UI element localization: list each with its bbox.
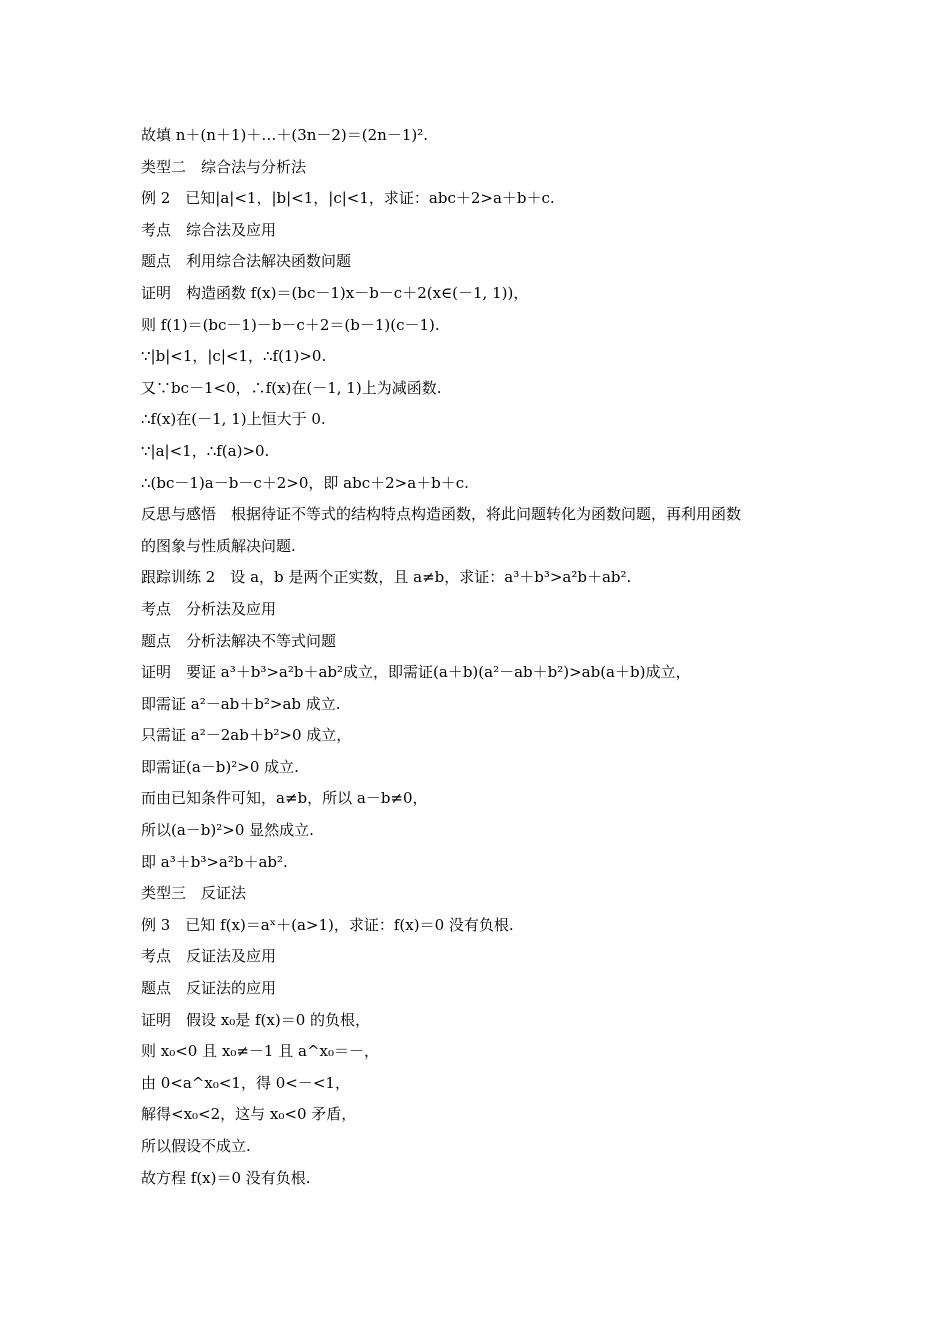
proof-line: 所以(a－b)²>0 显然成立.: [141, 821, 314, 840]
text-line: 考点 综合法及应用: [141, 220, 277, 239]
proof-line: 故方程 f(x)＝0 没有负根.: [141, 1168, 311, 1187]
proof-line: ∵|a|<1，∴f(a)>0.: [141, 441, 270, 460]
reflection-line: 的图象与性质解决问题.: [141, 536, 296, 555]
text-line: 考点 反证法及应用: [141, 947, 277, 966]
text-line: 故填 n＋(n＋1)＋…＋(3n－2)＝(2n－1)².: [141, 126, 429, 144]
proof-line: 又∵bc－1<0，∴f(x)在(－1, 1)上为减函数.: [141, 378, 442, 397]
reflection-line: 反思与感悟 根据待证不等式的结构特点构造函数，将此问题转化为函数问题，再利用函数: [141, 505, 742, 524]
section-heading: 类型三 反证法: [141, 884, 247, 903]
proof-line: 解得<x₀<2，这与 x₀<0 矛盾，: [141, 1105, 357, 1124]
text-line: 题点 反证法的应用: [141, 979, 277, 998]
proof-line: 而由已知条件可知，a≠b，所以 a－b≠0，: [141, 789, 428, 808]
proof-line: ∵|b|<1，|c|<1，∴f(1)>0.: [141, 347, 327, 366]
text-line: 题点 利用综合法解决函数问题: [141, 252, 352, 271]
proof-line: 所以假设不成立.: [141, 1137, 251, 1155]
proof-line: 证明 构造函数 f(x)＝(bc－1)x－b－c＋2(x∈(－1, 1))，: [141, 283, 529, 302]
section-heading: 类型二 综合法与分析法: [141, 157, 307, 176]
text-line: 考点 分析法及应用: [141, 599, 277, 618]
proof-line: 只需证 a²－2ab＋b²>0 成立，: [141, 726, 352, 745]
proof-line: ∴f(x)在(－1, 1)上恒大于 0.: [141, 410, 326, 429]
example-statement: 例 3 已知 f(x)＝aˣ＋(a>1)，求证：f(x)＝0 没有负根.: [141, 915, 514, 934]
proof-line: 即 a³＋b³>a²b＋ab².: [141, 852, 288, 871]
text-line: 题点 分析法解决不等式问题: [141, 631, 337, 650]
document-body: [141, 120, 821, 1194]
proof-line: ∴(bc－1)a－b－c＋2>0，即 abc＋2>a＋b＋c.: [141, 473, 469, 492]
example-statement: 例 2 已知|a|<1，|b|<1，|c|<1，求证：abc＋2>a＋b＋c.: [141, 189, 555, 208]
exercise-statement: 跟踪训练 2 设 a，b 是两个正实数，且 a≠b，求证：a³＋b³>a²b＋ab².: [141, 568, 632, 587]
proof-line: 则 f(1)＝(bc－1)－b－c＋2＝(b－1)(c－1).: [141, 315, 440, 334]
proof-line: 证明 要证 a³＋b³>a²b＋ab²成立，即需证(a＋b)(a²－ab＋b²)>ab(a＋b)成立，: [141, 663, 691, 682]
proof-line: 证明 假设 x₀是 f(x)＝0 的负根，: [141, 1010, 371, 1029]
proof-line: 由 0<a^x₀<1，得 0<－<1，: [141, 1073, 350, 1092]
proof-line: 即需证(a－b)²>0 成立.: [141, 757, 299, 776]
proof-line: 即需证 a²－ab＋b²>ab 成立.: [141, 694, 341, 713]
proof-line: 则 x₀<0 且 x₀≠－1 且 a^x₀＝－，: [141, 1042, 379, 1061]
